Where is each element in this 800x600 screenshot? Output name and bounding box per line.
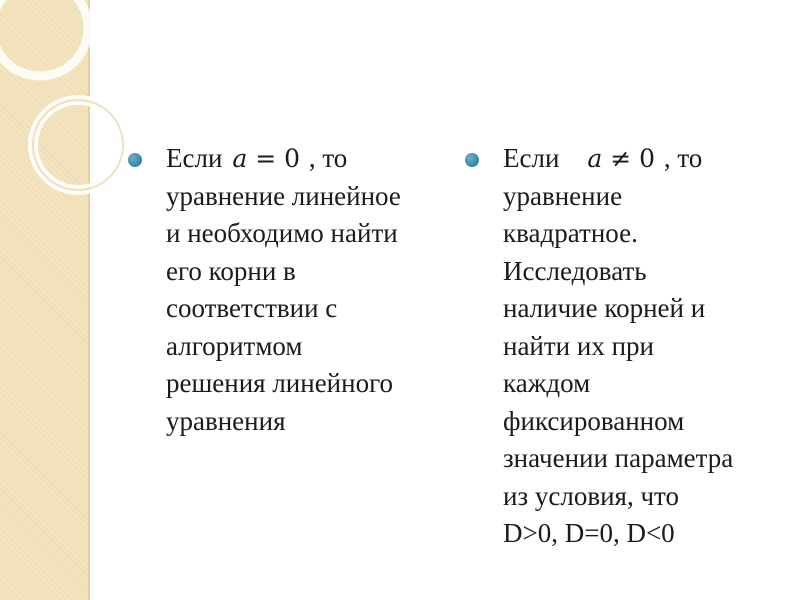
right-math-num: 0	[639, 144, 656, 173]
left-line-7: уравнения	[166, 405, 286, 436]
left-column-text	[166, 140, 438, 440]
right-math-var: a	[587, 144, 603, 173]
right-suffix: , то	[663, 143, 703, 173]
left-math-op: =	[255, 144, 277, 173]
left-math-num: 0	[284, 144, 301, 173]
right-prefix: Если	[503, 143, 560, 173]
right-first-line	[503, 140, 795, 178]
left-line-1: уравнение линейное	[166, 180, 401, 211]
left-math-condition	[232, 140, 300, 178]
bullet-icon	[465, 153, 479, 167]
decorative-ring-top	[0, 0, 88, 76]
right-line-9: из условия, что	[503, 480, 679, 511]
left-column	[128, 140, 438, 440]
bullet-icon	[128, 153, 142, 167]
left-line-6: решения линейного	[166, 368, 393, 398]
left-math-var: a	[232, 144, 248, 173]
right-line-2: квадратное.	[503, 218, 638, 248]
left-first-line	[166, 140, 438, 178]
right-column-text	[503, 140, 795, 553]
decorative-circles	[0, 0, 140, 230]
right-line-8: значении параметра	[503, 443, 734, 473]
right-line-3: Исследовать	[503, 255, 647, 286]
right-column	[465, 140, 795, 553]
left-prefix: Если	[166, 143, 223, 173]
right-line-6: каждом	[503, 368, 591, 398]
left-suffix: , то	[308, 143, 348, 173]
right-line-1: уравнение	[503, 180, 623, 211]
decorative-ring-middle-outline	[33, 100, 123, 190]
right-line-7: фиксированном	[503, 405, 685, 436]
left-line-2: и необходимо найти	[166, 218, 398, 248]
left-line-5: алгоритмом	[166, 330, 303, 361]
right-line-10: D>0, D=0, D<0	[503, 518, 675, 548]
right-line-4: наличие корней и	[503, 293, 706, 323]
left-line-3: его корни в	[166, 255, 296, 286]
left-line-4: соответствии с	[166, 293, 338, 323]
right-line-5: найти их при	[503, 330, 654, 361]
right-math-condition	[587, 140, 655, 178]
right-math-op: ≠	[610, 144, 632, 173]
